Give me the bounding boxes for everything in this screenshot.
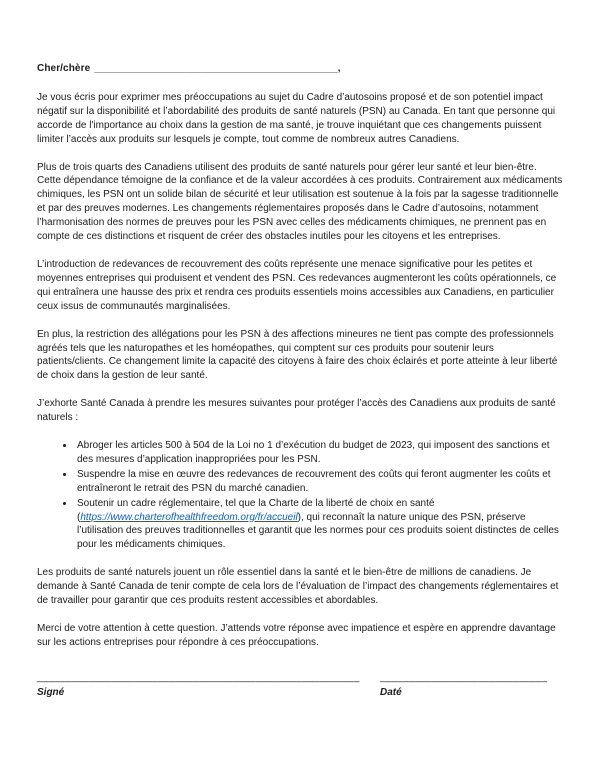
- demand-item-abolish-text: Abroger les articles 500 à 504 de la Loi no 1 d’exécution du budget de 2023, qui imposent des sanctions et des mesures d’application inappropriées pour les PSN.: [77, 440, 550, 465]
- charter-of-health-freedom-link[interactable]: https://www.charterofhealthfreedom.org/fr/accueil: [80, 511, 298, 523]
- signature-signed-block: [37, 672, 380, 699]
- salutation-prefix: Cher/chère: [37, 63, 91, 74]
- signature-section: [37, 672, 563, 699]
- paragraph-usage: Plus de trois quarts des Canadiens utilisent des produits de santé naturels pour gérer leur santé et leur bien-être. Cette dépendance témoigne de la confiance et de la valeur accordées à ces produits. Contrairement aux médicaments chimiques, les PSN ont un solide bilan de sécurité et leur utilisation est soutenue à la fois par la sagesse traditionnelle et par des preuves modernes. Les changements réglementaires proposés dans le Cadre d’autosoins, notamment l’harmonisation des normes de preuves pour les PSN avec celles des médicaments chimiques, ne prennent pas en compte de ces distinctions et risquent de créer des obstacles inutiles pour les citoyens et les entreprises.: [37, 161, 563, 243]
- paragraph-demands-intro: J’exhorte Santé Canada à prendre les mesures suivantes pour protéger l’accès des Canadiens aux produits de santé naturels :: [37, 398, 556, 424]
- demand-item-abolish: [75, 439, 563, 467]
- salutation: [37, 62, 563, 76]
- date-blank-line: _____________________________: [380, 671, 548, 683]
- salutation-blank-line: ___________________________________________: [94, 63, 338, 74]
- paragraph-fees: L’introduction de redevances de recouvrement des coûts représente une menace significative pour les petites et moyennes entreprises qui produisent et vendent des PSN. Ces redevances augmenteront les coûts opérationnels, ce qui entraînera une hausse des prix et rendra ces produits essentiels moins accessibles aux Canadiens, en particulier ceux issus de communautés marginalisées.: [37, 258, 557, 312]
- demands-list: [37, 439, 563, 552]
- signed-blank-line: ________________________________________________________: [37, 671, 360, 683]
- signature-date-block: [380, 672, 563, 699]
- demand-item-support-text-pre: Soutenir un cadre réglementaire, tel que la Charte de la liberté de choix en santé (: [77, 497, 435, 523]
- demand-item-suspend-text: Suspendre la mise en œuvre des redevances de recouvrement des coûts qui feront augmenter les coûts et entraîneront le retrait des PSN du marché canadien.: [77, 468, 551, 494]
- paragraph-restrictions: En plus, la restriction des allégations pour les PSN à des affections mineures ne tient pas compte des professionnels agréés tels que les naturopathes et les homéopathes, qui comptent sur ces produits pour soutenir leurs patients/clients. Ce changement limite la capacité des citoyens à faire des choix éclairés et porte atteinte à leur liberté de choix dans la gestion de leur santé.: [37, 328, 558, 382]
- demand-item-support: [75, 497, 563, 553]
- salutation-comma: ,: [337, 63, 341, 74]
- demand-item-suspend: [75, 468, 563, 496]
- demand-item-support-text-post: ), qui reconnaît la nature unique des PSN, préserve l’utilisation des preuves traditionnelles et garantit que les normes pour ces produits soient distinctes de celles pour les médicaments chimiques.: [77, 511, 559, 551]
- paragraph-importance: Les produits de santé naturels jouent un rôle essentiel dans la santé et le bien-être de millions de canadiens. Je demande à Santé Canada de tenir compte de cela lors de l’évaluation de l’impact des changements réglementaires et de travailler pour garantir que ces produits restent accessibles et abordables.: [37, 567, 559, 607]
- paragraph-closing: Merci de votre attention à cette question. J’attends votre réponse avec impatience et espère en apprendre davantage sur les actions entreprises pour répondre à ces préoccupations.: [37, 623, 556, 648]
- date-label: Daté: [380, 686, 402, 698]
- signed-label: Signé: [37, 686, 65, 698]
- paragraph-intro: Je vous écris pour exprimer mes préoccupations au sujet du Cadre d’autosoins proposé et de son potentiel impact négatif sur la disponibilité et l’abordabilité des produits de santé naturels (PSN) au Canada. En tant que personne qui accorde de l'importance au choix dans la gestion de ma santé, je trouve inquiétant que ces changements puissent limiter l’accès aux produits sur lesquels je compte, tout comme de nombreux autres Canadiens.: [37, 91, 556, 145]
